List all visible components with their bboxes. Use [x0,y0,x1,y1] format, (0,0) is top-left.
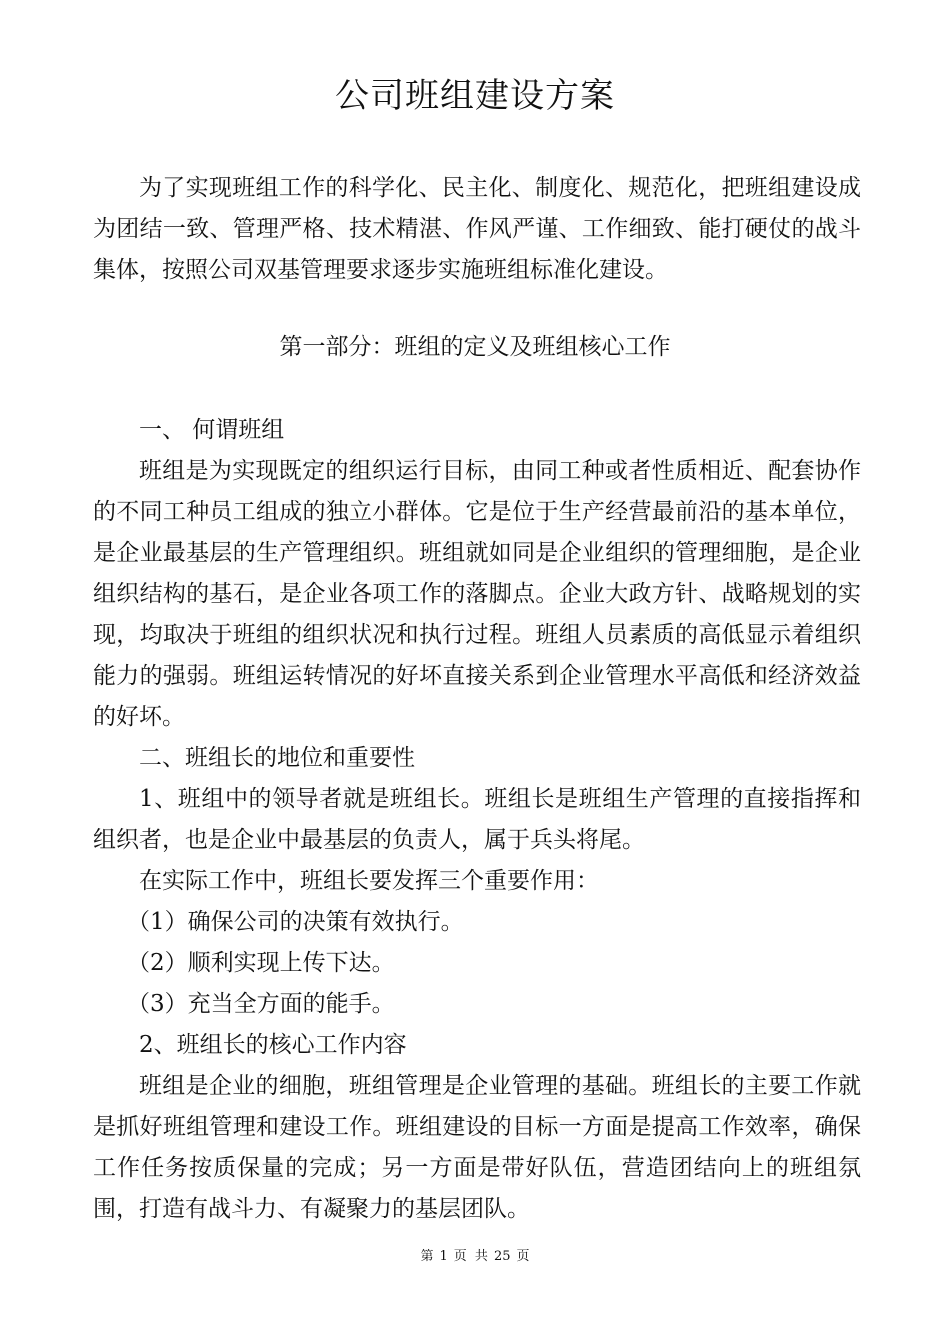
document-body [93,410,861,1230]
footer-prefix: 第 [420,1249,434,1264]
heading-core-work: 2、班组长的核心工作内容 [139,1032,407,1058]
intro-paragraph: 为了实现班组工作的科学化、民主化、制度化、规范化，把班组建设成为团结一致、管理严格、技术精湛、作风严谨、工作细致、能打硬仗的战斗集体，按照公司双基管理要求逐步实施班组标准化建设。 [93,175,861,283]
footer-total-pages: 25 [493,1249,511,1264]
list-item-role-2: （2）顺利实现上传下达。 [127,950,395,976]
footer-suffix: 页 [516,1249,530,1264]
part-heading: 第一部分：班组的定义及班组核心工作 [279,334,671,360]
paragraph-team-leader-definition: 1、班组中的领导者就是班组长。班组长是班组生产管理的直接指挥和组织者，也是企业中最基层的负责人，属于兵头将尾。 [93,786,861,853]
footer-page-number: 1 [439,1249,448,1264]
list-item-role-1: （1）确保公司的决策有效执行。 [127,909,464,935]
page-footer [0,1247,950,1267]
heading-what-is-team: 一、 何谓班组 [139,417,285,443]
paragraph-team-definition: 班组是为实现既定的组织运行目标，由同工种或者性质相近、配套协作的不同工种员工组成的独立小群体。它是位于生产经营最前沿的基本单位，是企业最基层的生产管理组织。班组就如同是企业组织的管理细胞，是企业组织结构的基石，是企业各项工作的落脚点。企业大政方针、战略规划的实现，均取决于班组的组织状况和执行过程。班组人员素质的高低显示着组织能力的强弱。班组运转情况的好坏直接关系到企业管理水平高低和经济效益的好坏。 [93,458,861,730]
footer-middle: 页 共 [453,1249,488,1264]
list-item-role-3: （3）充当全方面的能手。 [127,991,395,1017]
paragraph-core-work: 班组是企业的细胞，班组管理是企业管理的基础。班组长的主要工作就是抓好班组管理和建设工作。班组建设的目标一方面是提高工作效率，确保工作任务按质保量的完成；另一方面是带好队伍，营造团结向上的班组氛围，打造有战斗力、有凝聚力的基层团队。 [93,1073,861,1222]
heading-team-leader-role: 二、班组长的地位和重要性 [139,745,415,771]
document-title: 公司班组建设方案 [335,76,615,116]
paragraph-three-roles-intro: 在实际工作中，班组长要发挥三个重要作用： [139,868,599,894]
